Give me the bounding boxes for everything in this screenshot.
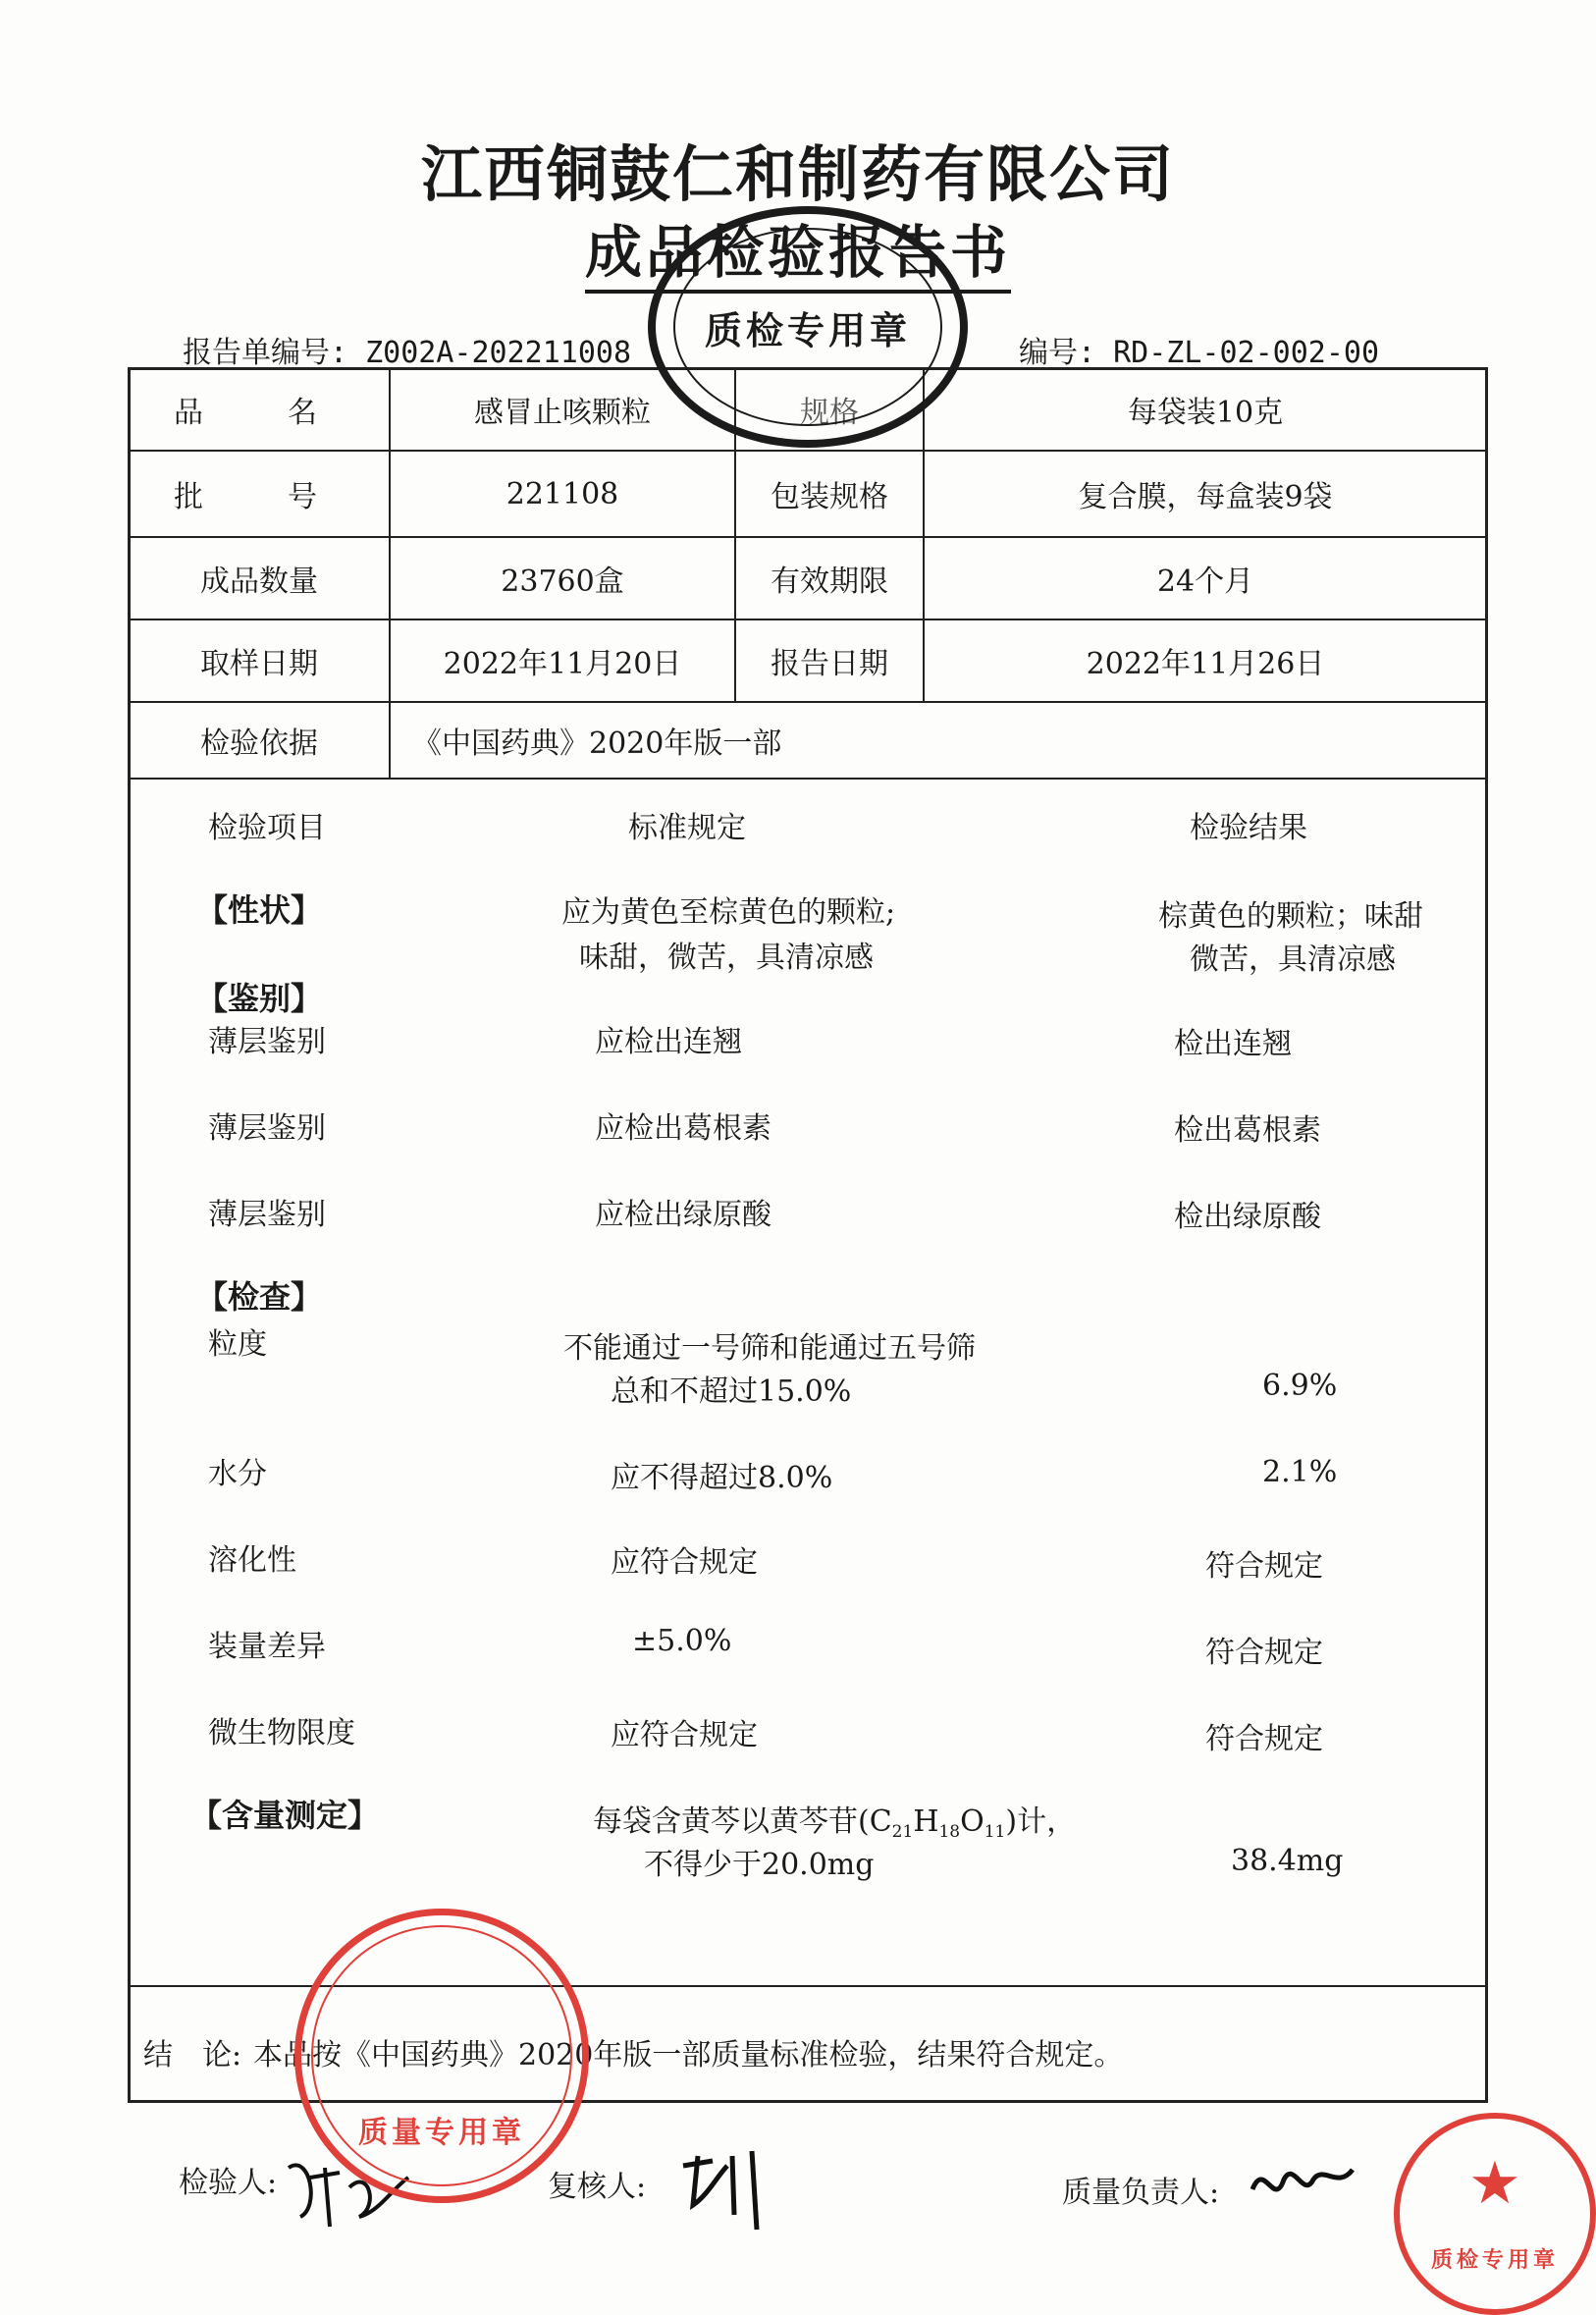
conclusion-text: 本品按《中国药典》2020年版一部质量标准检验，结果符合规定。 bbox=[253, 2038, 1124, 2073]
qc-stamp bbox=[648, 206, 968, 448]
quantity-value: 23760盒 bbox=[501, 565, 624, 599]
inspector-label: 检验人: bbox=[179, 2166, 278, 2200]
qc-stamp-label: 质检专用章 bbox=[704, 308, 911, 352]
document-number-label: 编号: bbox=[1019, 336, 1096, 370]
weight-variation-item: 装量差异 bbox=[208, 1630, 326, 1664]
basis-label: 检验依据 bbox=[200, 727, 318, 761]
microbial-item: 微生物限度 bbox=[208, 1716, 355, 1750]
assay-result: 38.4mg bbox=[1231, 1844, 1344, 1878]
solubility-result: 符合规定 bbox=[1205, 1549, 1323, 1584]
ident-item: 薄层鉴别 bbox=[208, 1025, 326, 1059]
microbial-standard: 应符合规定 bbox=[611, 1718, 758, 1752]
microbial-result: 符合规定 bbox=[1205, 1722, 1323, 1756]
appearance-result-line1: 棕黄色的颗粒；味甜 bbox=[1158, 899, 1423, 934]
ident-item: 薄层鉴别 bbox=[208, 1111, 326, 1146]
expiry-label: 有效期限 bbox=[771, 565, 888, 599]
appearance-standard-line1: 应为黄色至棕黄色的颗粒; bbox=[561, 895, 896, 930]
quantity-label: 成品数量 bbox=[200, 565, 318, 599]
qa-signature bbox=[1245, 2150, 1362, 2219]
weight-variation-result: 符合规定 bbox=[1205, 1636, 1323, 1670]
assay-formula-subscript: 21 bbox=[891, 1822, 914, 1842]
column-header-item: 检验项目 bbox=[208, 811, 326, 845]
product-name-value: 感冒止咳颗粒 bbox=[474, 396, 651, 430]
reviewer-label: 复核人: bbox=[548, 2170, 647, 2204]
ident-result: 检出绿原酸 bbox=[1174, 1200, 1321, 1234]
column-header-standard: 标准规定 bbox=[628, 811, 746, 845]
ident-standard: 应检出绿原酸 bbox=[595, 1198, 771, 1232]
moisture-standard: 应不得超过8.0% bbox=[611, 1461, 833, 1495]
ident-standard: 应检出葛根素 bbox=[595, 1111, 771, 1146]
moisture-item: 水分 bbox=[208, 1457, 267, 1491]
assay-formula-element: O bbox=[960, 1804, 984, 1839]
column-header-result: 检验结果 bbox=[1190, 811, 1307, 845]
package-label: 包装规格 bbox=[771, 480, 888, 514]
quality-stamp-label: 质量专用章 bbox=[358, 2116, 525, 2150]
ident-result: 检出葛根素 bbox=[1174, 1113, 1321, 1148]
star-icon: ★ bbox=[1468, 2149, 1521, 2218]
granularity-standard-line1: 不能通过一号筛和能通过五号筛 bbox=[563, 1331, 976, 1366]
reviewer-signature bbox=[673, 2136, 791, 2234]
document-number bbox=[1019, 328, 1379, 371]
appearance-result-line2: 微苦，具清凉感 bbox=[1190, 942, 1396, 977]
moisture-result: 2.1% bbox=[1262, 1455, 1338, 1489]
quality-stamp bbox=[294, 1909, 589, 2203]
assay-standard-line1 bbox=[593, 1797, 1076, 1842]
report-date-value: 2022年11月26日 bbox=[1086, 647, 1325, 681]
stamp-ring bbox=[311, 1925, 572, 2186]
granularity-result: 6.9% bbox=[1262, 1369, 1338, 1403]
company-name: 江西铜鼓仁和制药有限公司 bbox=[420, 138, 1175, 210]
ident-item: 薄层鉴别 bbox=[208, 1198, 326, 1232]
report-number bbox=[183, 328, 631, 371]
solubility-standard: 应符合规定 bbox=[611, 1545, 758, 1580]
section-assay: 【含量测定】 bbox=[190, 1797, 380, 1834]
report-number-label: 报告单编号: bbox=[183, 336, 348, 370]
package-value: 复合膜，每盒装9袋 bbox=[1078, 480, 1333, 514]
document-number-value: RD-ZL-02-002-00 bbox=[1113, 336, 1380, 370]
stamp-ring bbox=[673, 228, 942, 426]
granularity-item: 粒度 bbox=[208, 1327, 267, 1362]
report-number-value: Z002A-202211008 bbox=[365, 336, 632, 370]
report-title-text: 成品检验报告书 bbox=[585, 219, 1011, 294]
batch-value: 221108 bbox=[505, 476, 619, 511]
section-identification: 【鉴别】 bbox=[196, 980, 323, 1017]
sample-date-label: 取样日期 bbox=[200, 647, 318, 681]
quality-stamp-2 bbox=[1394, 2113, 1596, 2315]
conclusion-label: 结 论: bbox=[143, 2038, 242, 2073]
assay-formula-subscript: 18 bbox=[938, 1822, 961, 1842]
solubility-item: 溶化性 bbox=[208, 1543, 296, 1578]
spec-value: 每袋装10克 bbox=[1127, 396, 1284, 430]
assay-standard-line1-text: 每袋含黄芩以黄芩苷(C bbox=[593, 1804, 892, 1839]
row-divider bbox=[128, 778, 1488, 780]
assay-standard-line1-tail: )计， bbox=[1005, 1804, 1077, 1839]
qa-label: 质量负责人: bbox=[1062, 2176, 1220, 2210]
basis-value: 《中国药典》2020年版一部 bbox=[412, 727, 782, 761]
ident-standard: 应检出连翘 bbox=[595, 1025, 742, 1059]
product-name-label: 品 名 bbox=[174, 396, 345, 430]
report-date-label: 报告日期 bbox=[771, 647, 888, 681]
section-inspection: 【检查】 bbox=[196, 1278, 323, 1316]
sample-date-value: 2022年11月20日 bbox=[443, 647, 682, 681]
assay-standard-line2: 不得少于20.0mg bbox=[644, 1848, 875, 1882]
expiry-value: 24个月 bbox=[1156, 565, 1254, 599]
assay-formula-subscript: 11 bbox=[984, 1822, 1006, 1842]
granularity-standard-line2: 总和不超过15.0% bbox=[611, 1374, 852, 1409]
assay-formula-element: H bbox=[913, 1804, 939, 1839]
quality-stamp-2-label: 质检专用章 bbox=[1430, 2247, 1559, 2273]
weight-variation-standard: ±5.0% bbox=[632, 1624, 732, 1658]
batch-label: 批 号 bbox=[174, 480, 345, 514]
section-appearance: 【性状】 bbox=[196, 891, 323, 929]
spec-label: 规格 bbox=[800, 396, 859, 430]
ident-result: 检出连翘 bbox=[1174, 1027, 1292, 1061]
appearance-standard-line2: 味甜，微苦，具清凉感 bbox=[579, 941, 874, 975]
